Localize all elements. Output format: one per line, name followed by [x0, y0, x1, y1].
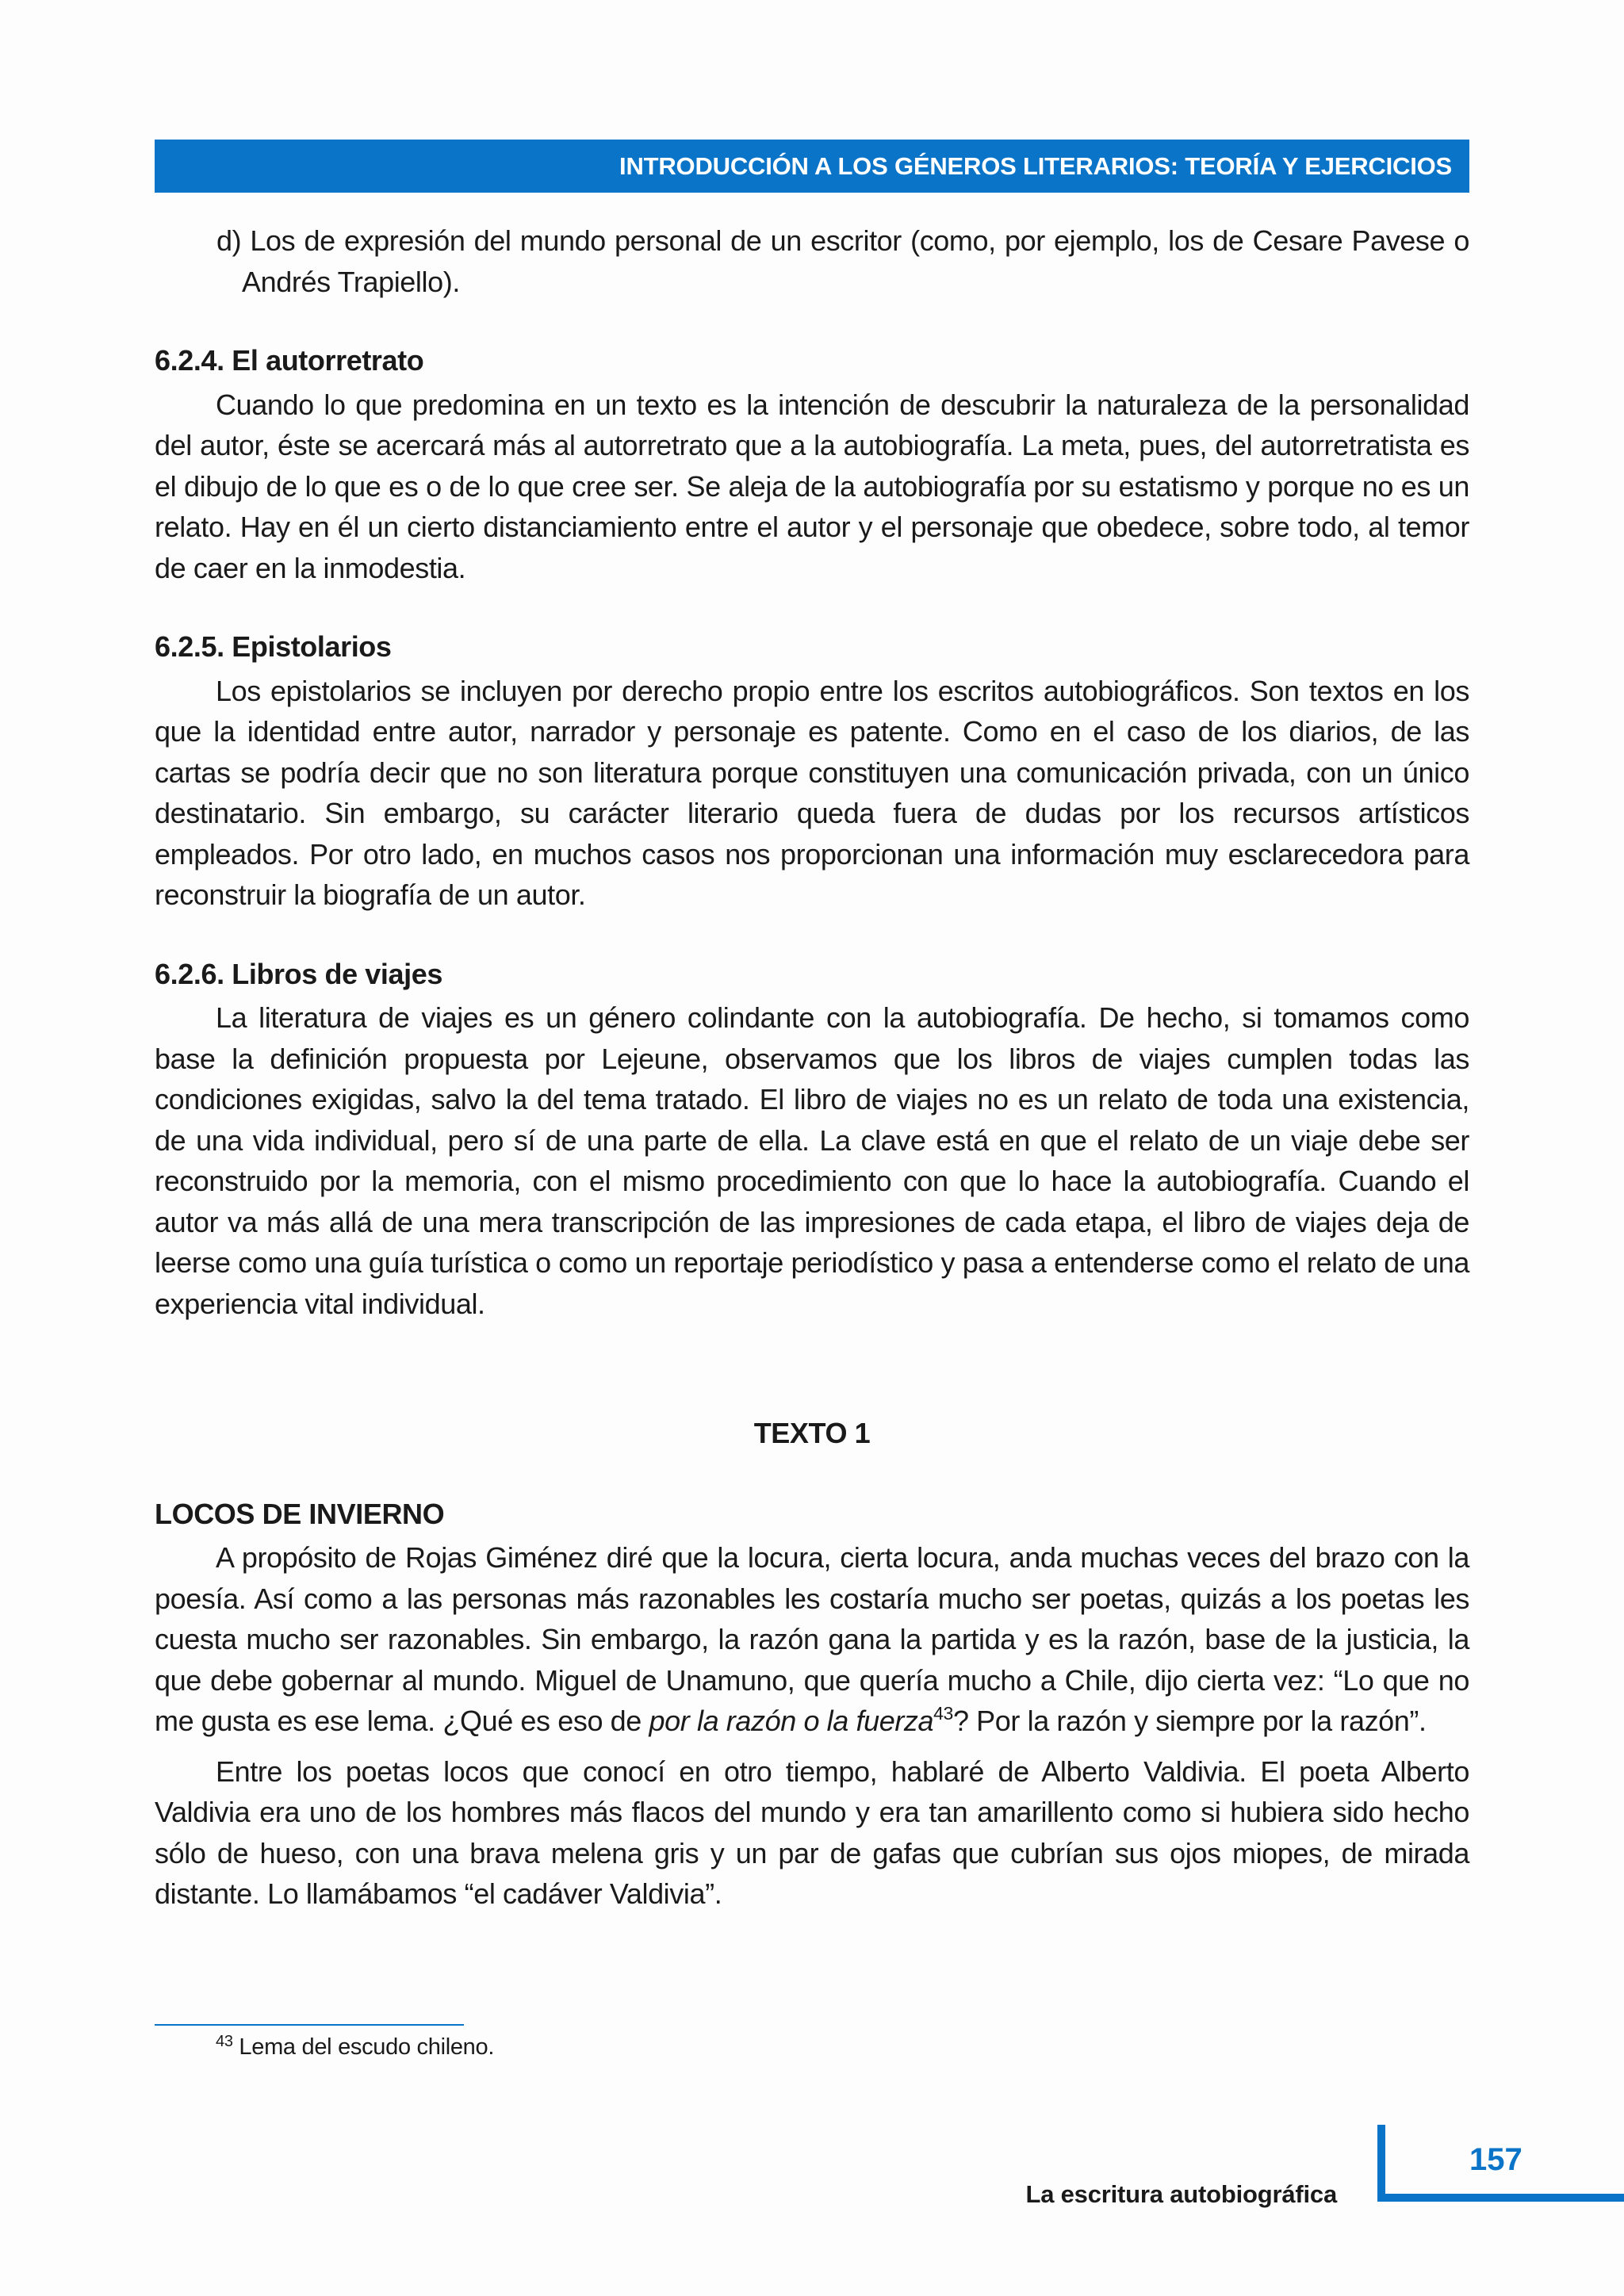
section-heading-libros-de-viajes: 6.2.6. Libros de viajes	[155, 957, 442, 990]
footnote	[216, 2034, 494, 2061]
footnote-reference[interactable]: 43	[933, 1703, 953, 1724]
footer-chapter-title: La escritura autobiográfica	[1025, 2180, 1337, 2208]
section-paragraph-libros-de-viajes: La literatura de viajes es un género colindante con la autobiografía. De hecho, si tomamos como base la definición propuesta por Lejeune, observamos que los libros de viajes cumplen todas las condiciones exigidas, salvo la del tema tratado. El libro de viajes no es un relato de toda una existencia, de una vida individual, pero sí de una parte de ella. La clave está en que el relato de un viaje debe ser reconstruido por la memoria, con el mismo procedimiento con que lo hace la autobiografía. Cuando el autor va más allá de una mera transcripción de las impresiones de cada etapa, el libro de viajes deja de leerse como una guía turística o como un reportaje periodístico y pasa a entenderse como el relato de una experiencia vital individual.	[155, 1001, 1469, 1320]
text-paragraph-1-italic: por la razón o la fuerza	[649, 1705, 934, 1737]
footnote-number: 43	[216, 2033, 233, 2050]
section-heading-autorretrato: 6.2.4. El autorretrato	[155, 344, 424, 377]
text-title: LOCOS DE INVIERNO	[155, 1497, 445, 1530]
page-number: 157	[1469, 2142, 1522, 2177]
section-heading-epistolarios: 6.2.5. Epistolarios	[155, 630, 392, 663]
header-bar	[155, 140, 1469, 193]
list-item-d: d) Los de expresión del mundo personal de un escritor (como, por ejemplo, los de Cesare Pavese o Andrés Trapiello).	[216, 224, 1469, 298]
main-content	[155, 220, 1469, 1915]
text-paragraph-2: Entre los poetas locos que conocí en otro tiempo, hablaré de Alberto Valdivia. El poeta Alberto Valdivia era uno de los hombres más flacos del mundo y era tan amarillento como si hubiera sido hecho sólo de hueso, con una brava melena gris y un par de gafas que cubrían sus ojos miopes, de mirada distante. Lo llamábamos “el cadáver Valdivia”.	[155, 1755, 1469, 1910]
footnote-text: Lema del escudo chileno.	[232, 2034, 495, 2060]
section-paragraph-epistolarios: Los epistolarios se incluyen por derecho propio entre los escritos autobiográficos. Son textos en los que la identidad entre autor, narrador y personaje es patente. Como en el caso de los diarios, de las cartas se podría decir que no son literatura porque constituyen una comunicación privada, con un único destinatario. Sin embargo, su carácter literario queda fuera de dudas por los recursos artísticos empleados. Por otro lado, en muchos casos nos proporcionan una información muy esclarecedora para reconstruir la biografía de un autor.	[155, 674, 1469, 911]
header-title: INTRODUCCIÓN A LOS GÉNEROS LITERARIOS: TEORÍA Y EJERCICIOS	[619, 151, 1452, 180]
text-label: TEXTO 1	[753, 1417, 871, 1449]
text-paragraph-1-part1: A propósito de Rojas Giménez diré que la locura, cierta locura, anda muchas veces del brazo con la poesía. Así como a las personas más razonables les costaría mucho ser poetas, quizás a los poetas les cuesta mucho ser razonables. Sin embargo, la razón gana la partida y es la razón, base de la justicia, la que debe gobernar al mundo. Miguel de Unamuno, que quería mucho a Chile, dijo cierta vez: “Lo que no me gusta es ese lema. ¿Qué es eso de	[155, 1541, 1469, 1737]
text-paragraph-1	[155, 1537, 1469, 1742]
section-paragraph-autorretrato: Cuando lo que predomina en un texto es la intención de descubrir la naturaleza de la personalidad del autor, éste se acercará más al autorretrato que a la autobiografía. La meta, pues, del autorretratista es el dibujo de lo que es o de lo que cree ser. Se aleja de la autobiografía por su estatismo y porque no es un relato. Hay en él un cierto distanciamiento entre el autor y el personaje que obedece, sobre todo, al temor de caer en la inmodestia.	[155, 388, 1469, 584]
footnote-divider	[155, 2024, 464, 2026]
text-paragraph-1-part2: ? Por la razón y siempre por la razón”.	[952, 1705, 1427, 1737]
